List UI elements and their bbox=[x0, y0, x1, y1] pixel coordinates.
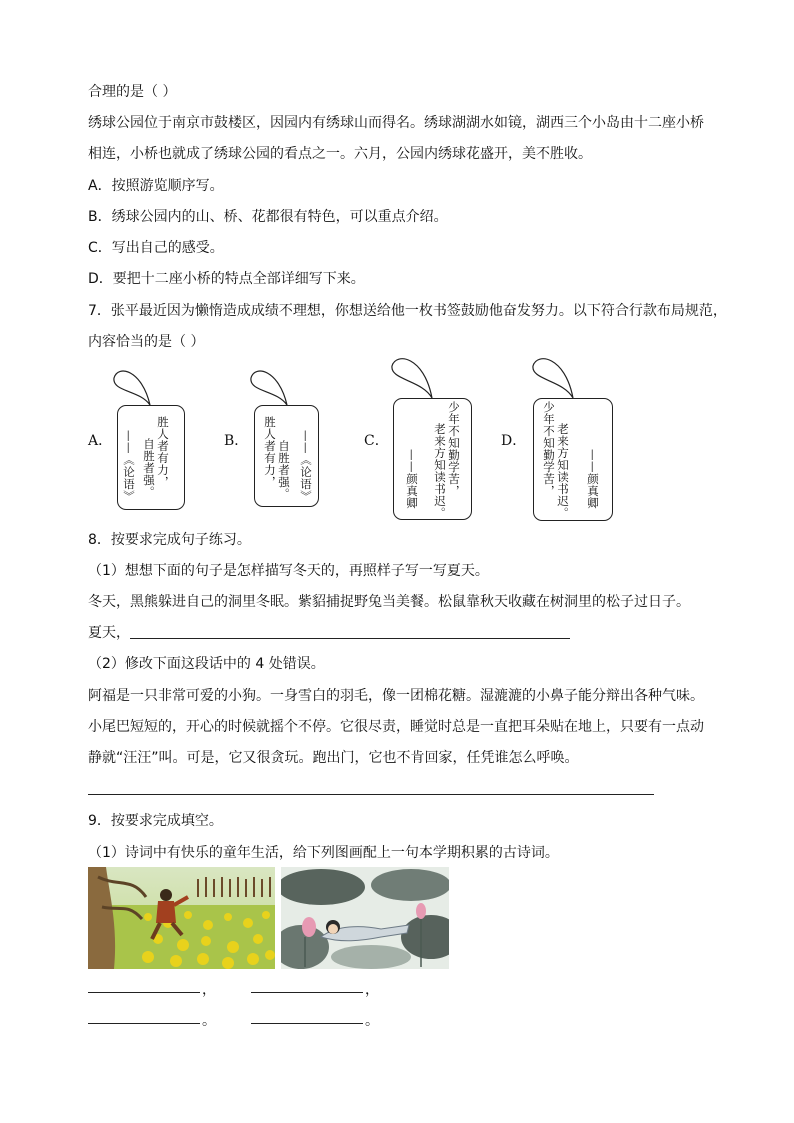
bookmark-c-source: ——颜真卿 bbox=[405, 449, 419, 509]
q7-option-b-letter: B． bbox=[224, 433, 249, 449]
bookmark-d bbox=[533, 398, 613, 521]
q9-period-2: 。 bbox=[365, 1013, 379, 1029]
bookmark-d-source: ——颜真卿 bbox=[586, 449, 600, 509]
q9-blank-4[interactable] bbox=[251, 1023, 363, 1024]
q6-passage-line-2: 相连，小桥也就成了绣球公园的看点之一。六月，公园内绣球花盛开，美不胜收。 bbox=[88, 146, 592, 162]
bookmark-a-line-2: 自胜者强。 bbox=[142, 438, 156, 498]
q9-part1-label: （1）诗词中有快乐的童年生活，给下列图画配上一句本学期积累的古诗词。 bbox=[88, 845, 559, 861]
bookmark-a-source: ——《论语》 bbox=[122, 430, 136, 502]
q7-stem-line-1: 7．张平最近因为懒惰造成成绩不理想，你想送给他一枚书签鼓励他奋发努力。以下符合行款布局规范， bbox=[88, 303, 727, 319]
bookmark-c-line-2: 老来方知读书迟。 bbox=[433, 423, 447, 519]
q6-option-b: B．绣球公园内的山、桥、花都很有特色，可以重点介绍。 bbox=[88, 209, 448, 225]
q6-option-d: D．要把十二座小桥的特点全部详细写下来。 bbox=[88, 271, 365, 287]
q7-option-a-letter: A． bbox=[88, 433, 113, 449]
q9-period-1: 。 bbox=[202, 1013, 216, 1029]
q8-part1-label: （1）想想下面的句子是怎样描写冬天的，再照样子写一写夏天。 bbox=[88, 563, 489, 579]
q8-part2-passage-line-2: 小尾巴短短的，开心的时候就摇个不停。它很尽责，睡觉时总是一直把耳朵贴在地上，只要有一点动 bbox=[88, 719, 704, 735]
q8-part2-passage-line-3: 静就“汪汪”叫。可是，它又很贪玩。跑出门，它也不肯回家，任凭谁怎么呼唤。 bbox=[88, 750, 579, 766]
bookmark-c bbox=[393, 398, 472, 520]
bookmark-d-line-2: 老来方知读书迟。 bbox=[556, 423, 570, 519]
q9-comma-2: ， bbox=[365, 982, 379, 998]
bookmark-c-line-1: 少年不知勤学苦， bbox=[447, 401, 461, 497]
q8-part2-label: （2）修改下面这段话中的 4 处错误。 bbox=[88, 656, 325, 672]
picture-child-in-flower-field bbox=[88, 867, 275, 969]
q6-passage-line-1: 绣球公园位于南京市鼓楼区，因园内有绣球山而得名。绣球湖湖水如镜，湖西三个小岛由十二座小桥 bbox=[88, 115, 704, 131]
q6-option-c: C．写出自己的感受。 bbox=[88, 240, 224, 256]
q9-blank-1[interactable] bbox=[88, 992, 200, 993]
q7-option-d-letter: D． bbox=[501, 433, 527, 449]
bookmark-b-string bbox=[251, 371, 287, 405]
q9-title: 9．按要求完成填空。 bbox=[88, 813, 223, 829]
q8-part2-answer-blank[interactable] bbox=[88, 794, 654, 795]
bookmark-d-line-1: 少年不知勤学苦， bbox=[542, 401, 556, 497]
bookmark-b-line-2: 自胜者强。 bbox=[277, 440, 291, 500]
picture-boy-among-lotus bbox=[281, 867, 449, 969]
bookmark-c-string bbox=[392, 359, 432, 398]
q9-blank-3[interactable] bbox=[88, 1023, 200, 1024]
bookmark-b bbox=[254, 405, 319, 507]
q8-part1-example: 冬天，黑熊躲进自己的洞里冬眠。紫貂捕捉野兔当美餐。松鼠靠秋天收藏在树洞里的松子过日子。 bbox=[88, 594, 690, 610]
q8-part2-passage-line-1: 阿福是一只非常可爱的小狗。一身雪白的羽毛，像一团棉花糖。湿漉漉的小鼻子能分辩出各种气味。 bbox=[88, 688, 704, 704]
q7-stem-line-2: 内容恰当的是（ ） bbox=[88, 334, 205, 350]
bookmark-b-source: ——《论语》 bbox=[299, 430, 313, 502]
q9-blank-2[interactable] bbox=[251, 992, 363, 993]
q8-part1-answer-blank[interactable] bbox=[130, 638, 570, 639]
q8-part1-answer-prefix: 夏天， bbox=[88, 625, 130, 641]
q7-option-c-letter: C． bbox=[364, 433, 389, 449]
bookmark-a bbox=[117, 405, 185, 510]
bookmark-d-string bbox=[533, 359, 573, 398]
bookmark-a-line-1: 胜人者有力， bbox=[156, 416, 170, 488]
q8-title: 8．按要求完成句子练习。 bbox=[88, 532, 251, 548]
q6-stem-tail: 合理的是（ ） bbox=[88, 84, 177, 100]
q6-option-a: A．按照游览顺序写。 bbox=[88, 178, 224, 194]
q9-comma-1: ， bbox=[202, 982, 216, 998]
bookmark-a-string bbox=[114, 371, 150, 405]
bookmark-b-line-1: 胜人者有力， bbox=[263, 416, 277, 488]
